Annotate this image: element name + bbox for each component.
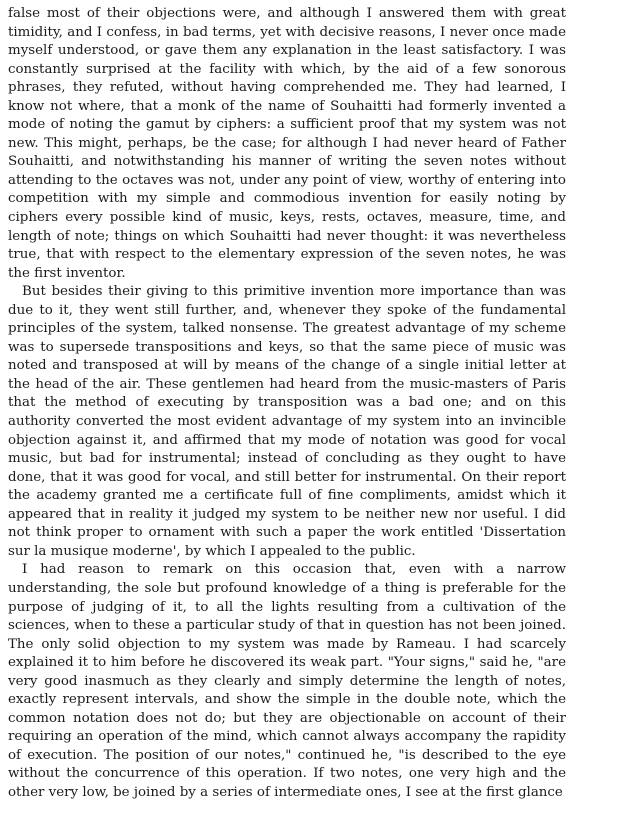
paragraph-objections: false most of their objections were, and although I answered them with great timidity, and I confess, in bad terms, yet with decisive reasons, I never once made myself understood, or gave them any explanation in the least satisfactory. I was constantly surprised at the facility with which, by the aid of a few sonorous phrases, they refuted, without having comprehended me. They had learned, I know not where, that a monk of the name of Souhaitti had formerly invented a mode of noting the gamut by ciphers: a sufficient proof that my system was not new. This might, perhaps, be the case; for although I had never heard of Father Souhaitti, and notwithstanding his manner of writing the seven notes without attending to the octaves was not, under any point of view, worthy of entering into competition with my simple and commodious invention for easily noting by ciphers every possible kind of music, keys, rests, octaves, measure, time, and length of note; things on which Souhaitti had never thought: it was nevertheless true, that with respect to the elementary expression of the seven notes, he was the first inventor. — [8, 6, 566, 281]
paragraph-rameau-objection: I had reason to remark on this occasion that, even with a narrow understanding, the sole but profound knowledge of a thing is preferable for the purpose of judging of it, to all the lights resulting from a cultivation of the sciences, when to these a particular study of that in question has not been joined. The only solid objection to my system was made by Rameau. I had scarcely explained it to him before he discovered its weak part. "Your signs," said he, "are very good inasmuch as they clearly and simply determine the length of notes, exactly represent intervals, and show the simple in the double note, which the common notation does not do; but they are objectionable on account of their requiring an operation of the mind, which cannot always accompany the rapidity of execution. The position of our notes," continued he, "is described to the eye without the concurrence of this operation. If two notes, one very high and the other very low, be joined by a series of intermediate ones, I see at the first glance — [8, 562, 566, 800]
document-page — [8, 5, 566, 803]
paragraph-primitive-invention: But besides their giving to this primitive invention more importance than was due to it, they went still further, and, whenever they spoke of the fundamental principles of the system, talked nonsense. The greatest advantage of my scheme was to supersede transpositions and keys, so that the same piece of music was noted and transposed at will by means of the change of a single initial letter at the head of the air. These gentlemen had heard from the music-masters of Paris that the method of executing by transposition was a bad one; and on this authority converted the most evident advantage of my system into an invincible objection against it, and affirmed that my mode of notation was good for vocal music, but bad for instrumental; instead of concluding as they ought to have done, that it was good for vocal, and still better for instrumental. On their report the academy granted me a certificate full of fine compliments, amidst which it appeared that in reality it judged my system to be neither new nor useful. I did not think proper to ornament with such a paper the work entitled 'Dissertation sur la musique moderne', by which I appealed to the public. — [8, 284, 566, 559]
